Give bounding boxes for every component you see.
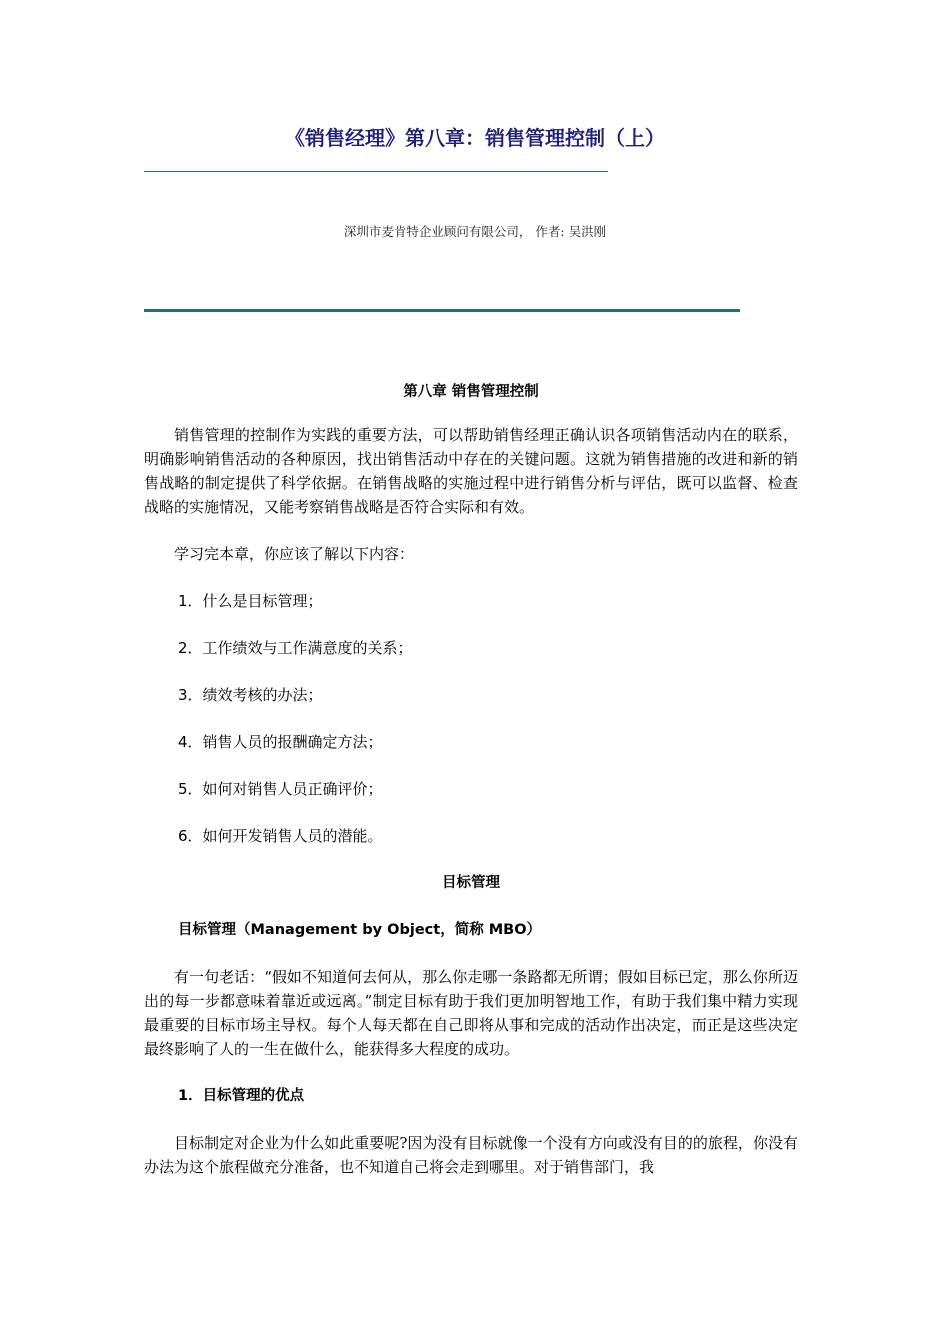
objectives-intro: 学习完本章，你应该了解以下内容： (174, 545, 415, 563)
list-item-number: 3． (178, 686, 203, 704)
advantages-heading: 1．目标管理的优点 (178, 1088, 305, 1104)
list-item-text: 绩效考核的办法； (202, 686, 323, 704)
list-item (144, 636, 798, 660)
list-item-text: 如何对销售人员正确评价； (202, 780, 383, 798)
mbo-heading: 目标管理（Management by Object，简称 MBO） (178, 922, 542, 938)
objectives-list (144, 589, 798, 848)
list-item (144, 589, 798, 613)
list-item-text: 如何开发销售人员的潜能。 (202, 827, 383, 845)
list-item-number: 6． (178, 827, 203, 845)
list-item (144, 730, 798, 754)
list-item (144, 683, 798, 707)
list-item (144, 824, 798, 848)
title-divider (144, 171, 608, 172)
advantages-paragraph: 目标制定对企业为什么如此重要呢?因为没有目标就像一个没有方向或没有目的的旅程，你没有办法为这个旅程做充分准备，也不知道自己将会走到哪里。对于销售部门，我 (144, 1134, 798, 1176)
document-title: 《销售经理》第八章：销售管理控制（上） (285, 126, 665, 150)
list-item-text: 工作绩效与工作满意度的关系； (202, 639, 413, 657)
document-body (144, 380, 798, 1202)
list-item-text: 销售人员的报酬确定方法； (202, 733, 383, 751)
header-divider (144, 309, 740, 312)
mbo-paragraph: 有一句老话：“假如不知道何去何从，那么你走哪一条路都无所谓；假如目标已定，那么你所迈出的每一步都意味着靠近或远离。”制定目标有助于我们更加明智地工作，有助于我们集中精力实现最重要的目标市场主导权。每个人每天都在自己即将从事和完成的活动作出决定，而正是这些决定最终影响了人的一生在做什么，能获得多大程度的成功。 (144, 968, 798, 1058)
list-item (144, 777, 798, 801)
list-item-number: 1． (178, 592, 203, 610)
list-item-number: 4． (178, 733, 203, 751)
section-heading: 目标管理 (442, 875, 500, 891)
intro-paragraph: 销售管理的控制作为实践的重要方法，可以帮助销售经理正确认识各项销售活动内在的联系，明确影响销售活动的各种原因，找出销售活动中存在的关键问题。这就为销售措施的改进和新的销售战略的制定提供了科学依据。在销售战略的实施过程中进行销售分析与评估，既可以监督、检查战略的实施情况，又能考察销售战略是否符合实际和有效。 (144, 426, 798, 516)
list-item-text: 什么是目标管理； (202, 592, 323, 610)
list-item-number: 5． (178, 780, 203, 798)
list-item-number: 2． (178, 639, 203, 657)
author-byline: 深圳市麦肯特企业顾问有限公司， 作者: 吴洪刚 (343, 224, 607, 239)
chapter-heading: 第八章 销售管理控制 (403, 384, 539, 400)
